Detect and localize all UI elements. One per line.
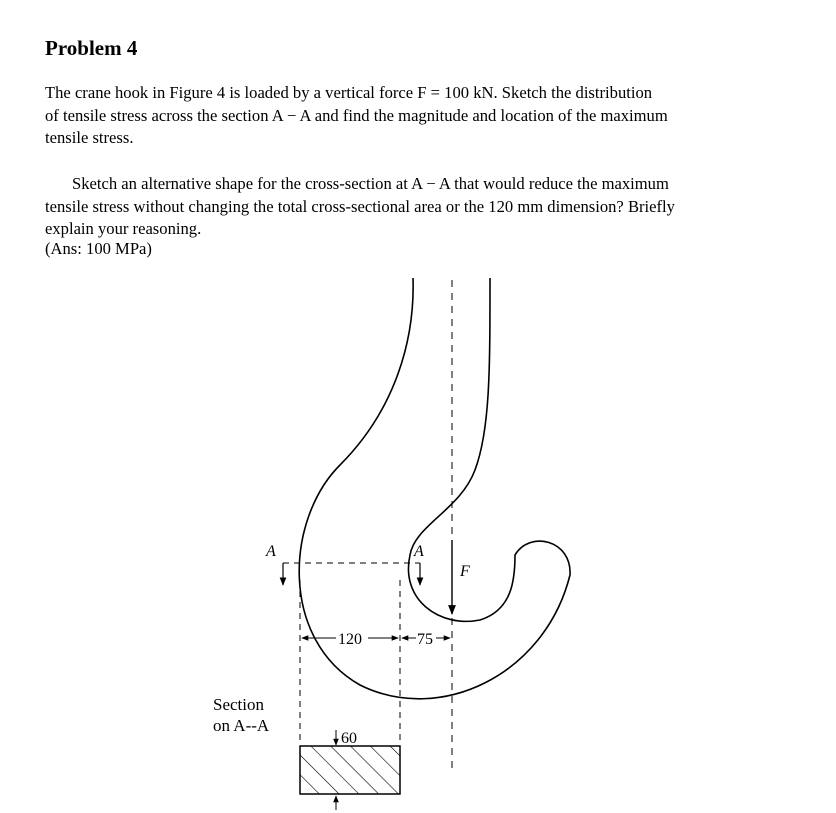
dim-120-label: 120 <box>338 631 362 648</box>
paragraph-1-line-2: of tensile stress across the section A − A and find the magnitude and location of the maximum <box>45 105 668 125</box>
paragraph-2-line-1: Sketch an alternative shape for the cross-section at A − A that would reduce the maximum <box>72 174 669 193</box>
cross-section-rect <box>300 746 400 794</box>
section-label-a-left: A <box>266 543 276 560</box>
force-label: F <box>460 563 470 580</box>
section-caption-line-2: on A--A <box>213 716 270 735</box>
paragraph-1-line-3: tensile stress. <box>45 128 134 147</box>
dim-60-label: 60 <box>341 730 357 747</box>
section-caption <box>213 694 269 736</box>
section-label-a-right: A <box>414 543 424 560</box>
paragraph-2-line-3: explain your reasoning. <box>45 219 202 238</box>
answer-text: (Ans: 100 MPa) <box>45 239 152 258</box>
paragraph-2-line-2: tensile stress without changing the total cross-sectional area or the 120 mm dimension? Briefly <box>45 196 675 216</box>
problem-title: Problem 4 <box>45 36 138 60</box>
paragraph-1-line-1: The crane hook in Figure 4 is loaded by a vertical force F = 100 kN. Sketch the distribution <box>45 83 653 102</box>
dim-75-label: 75 <box>417 631 433 648</box>
section-caption-line-1: Section <box>213 695 264 714</box>
